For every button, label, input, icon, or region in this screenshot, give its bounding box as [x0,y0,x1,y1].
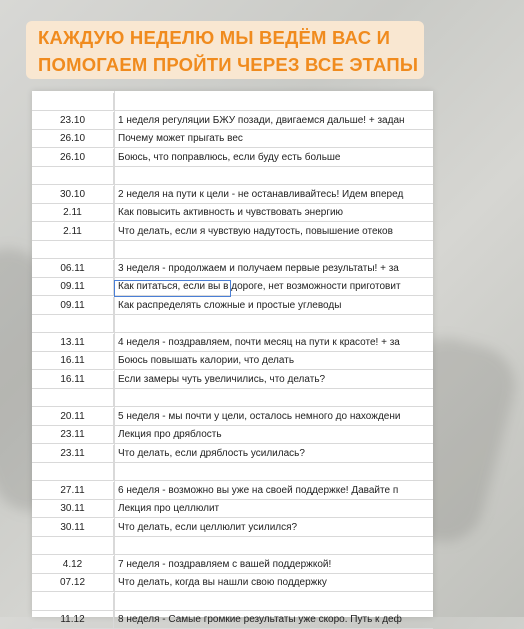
date-cell[interactable]: 20.11 [32,408,114,425]
date-cell[interactable]: 23.10 [32,112,114,129]
date-cell[interactable] [32,167,114,184]
table-row [32,537,433,555]
table-row [32,463,433,481]
date-cell[interactable]: 16.11 [32,352,114,369]
table-row [32,352,433,370]
topic-cell[interactable]: 8 неделя - Самые громкие результаты уже скоро. Путь к деф [118,614,402,625]
date-cell[interactable]: 13.11 [32,334,114,351]
table-row [32,167,433,185]
date-cell[interactable]: 09.11 [32,297,114,314]
topic-cell[interactable]: 3 неделя - продолжаем и получаем первые результаты! + за [118,262,399,274]
topic-cell[interactable] [114,93,433,110]
topic-cell[interactable]: Если замеры чуть увеличились, что делать? [118,373,326,385]
date-cell[interactable]: 30.11 [32,500,114,517]
topic-cell[interactable]: 1 неделя регуляции БЖУ позади, двигаемся дальше! + задан [118,114,405,126]
table-row [32,408,433,426]
date-cell[interactable] [32,93,114,110]
table-row [32,260,433,278]
topic-cell[interactable]: Как распределять сложные и простые углеводы [118,299,342,311]
table-row [32,593,433,611]
table-row [32,334,433,352]
table-row [32,445,433,463]
topic-cell[interactable] [114,315,433,332]
table-row [32,371,433,389]
date-cell[interactable]: 4.12 [32,556,114,573]
topic-cell[interactable]: Лекция про целлюлит [118,503,220,514]
topic-cell[interactable]: Боюсь повышать калории, что делать [118,355,295,366]
date-cell[interactable]: 11.12 [32,611,114,628]
topic-cell[interactable]: 2 неделя на пути к цели - не останавливайтесь! Идем вперед [118,188,404,200]
table-row [32,93,433,111]
date-cell[interactable]: 26.10 [32,130,114,147]
table-row [32,186,433,204]
topic-cell[interactable]: Как повысить активность и чувствовать энергию [118,207,344,218]
topic-cell[interactable]: Что делать, если целлюлит усилился? [118,521,298,533]
topic-cell[interactable]: Почему может прыгать вес [118,133,243,144]
topic-cell[interactable]: Что делать, если я чувствую надутость, повышение отеков [118,225,393,237]
date-cell[interactable] [32,463,114,480]
table-row [32,556,433,574]
topic-cell[interactable]: 4 неделя - поздравляем, почти месяц на пути к красоте! + за [118,336,400,348]
date-cell[interactable] [32,389,114,406]
topic-cell[interactable]: Что делать, если дряблость усилилась? [118,447,305,459]
topic-cell[interactable] [114,593,433,610]
date-cell[interactable]: 26.10 [32,149,114,166]
table-row [32,482,433,500]
topic-cell[interactable]: Что делать, когда вы нашли свою поддержку [118,577,327,588]
topic-cell[interactable] [114,389,433,406]
topic-cell[interactable]: Лекция про дряблость [118,429,222,440]
date-cell[interactable]: 16.11 [32,371,114,388]
topic-cell[interactable]: 6 неделя - возможно вы уже на своей поддержке! Давайте п [118,484,399,496]
table-row [32,297,433,315]
table-row [32,241,433,259]
date-cell[interactable]: 27.11 [32,482,114,499]
date-cell[interactable] [32,593,114,610]
table-row [32,389,433,407]
table-row [32,315,433,333]
date-cell[interactable]: 09.11 [32,278,114,295]
table-row [32,130,433,148]
topic-cell[interactable]: 7 неделя - поздравляем с вашей поддержкой! [118,558,332,570]
date-cell[interactable] [32,315,114,332]
spreadsheet [32,91,433,625]
date-cell[interactable]: 2.11 [32,204,114,221]
table-row [32,278,433,296]
topic-cell[interactable]: Как питаться, если вы в дороге, нет возможности приготовит [118,281,401,292]
date-cell[interactable]: 30.11 [32,519,114,536]
topic-cell[interactable] [114,537,433,554]
topic-cell[interactable] [114,167,433,184]
table-row [32,426,433,444]
headline-text [38,24,418,78]
headline-line-2: ПОМОГАЕМ ПРОЙТИ ЧЕРЕЗ ВСЕ ЭТАПЫ [38,54,419,75]
date-cell[interactable]: 23.11 [32,426,114,443]
topic-cell[interactable] [114,463,433,480]
date-cell[interactable]: 30.10 [32,186,114,203]
date-cell[interactable]: 23.11 [32,445,114,462]
date-cell[interactable]: 06.11 [32,260,114,277]
table-row [32,204,433,222]
table-row [32,611,433,629]
topic-cell[interactable]: Боюсь, что поправлюсь, если буду есть больше [118,151,341,163]
headline-line-1: КАЖДУЮ НЕДЕЛЮ МЫ ВЕДЁМ ВАС И [38,27,391,48]
date-cell[interactable]: 2.11 [32,223,114,240]
table-row [32,500,433,518]
date-cell[interactable] [32,241,114,258]
topic-cell[interactable] [114,241,433,258]
date-cell[interactable]: 07.12 [32,574,114,591]
table-row [32,112,433,130]
table-row [32,149,433,167]
table-row [32,223,433,241]
topic-cell[interactable]: 5 неделя - мы почти у цели, осталось немного до нахождени [118,410,401,422]
table-row [32,519,433,537]
table-row [32,574,433,592]
date-cell[interactable] [32,537,114,554]
